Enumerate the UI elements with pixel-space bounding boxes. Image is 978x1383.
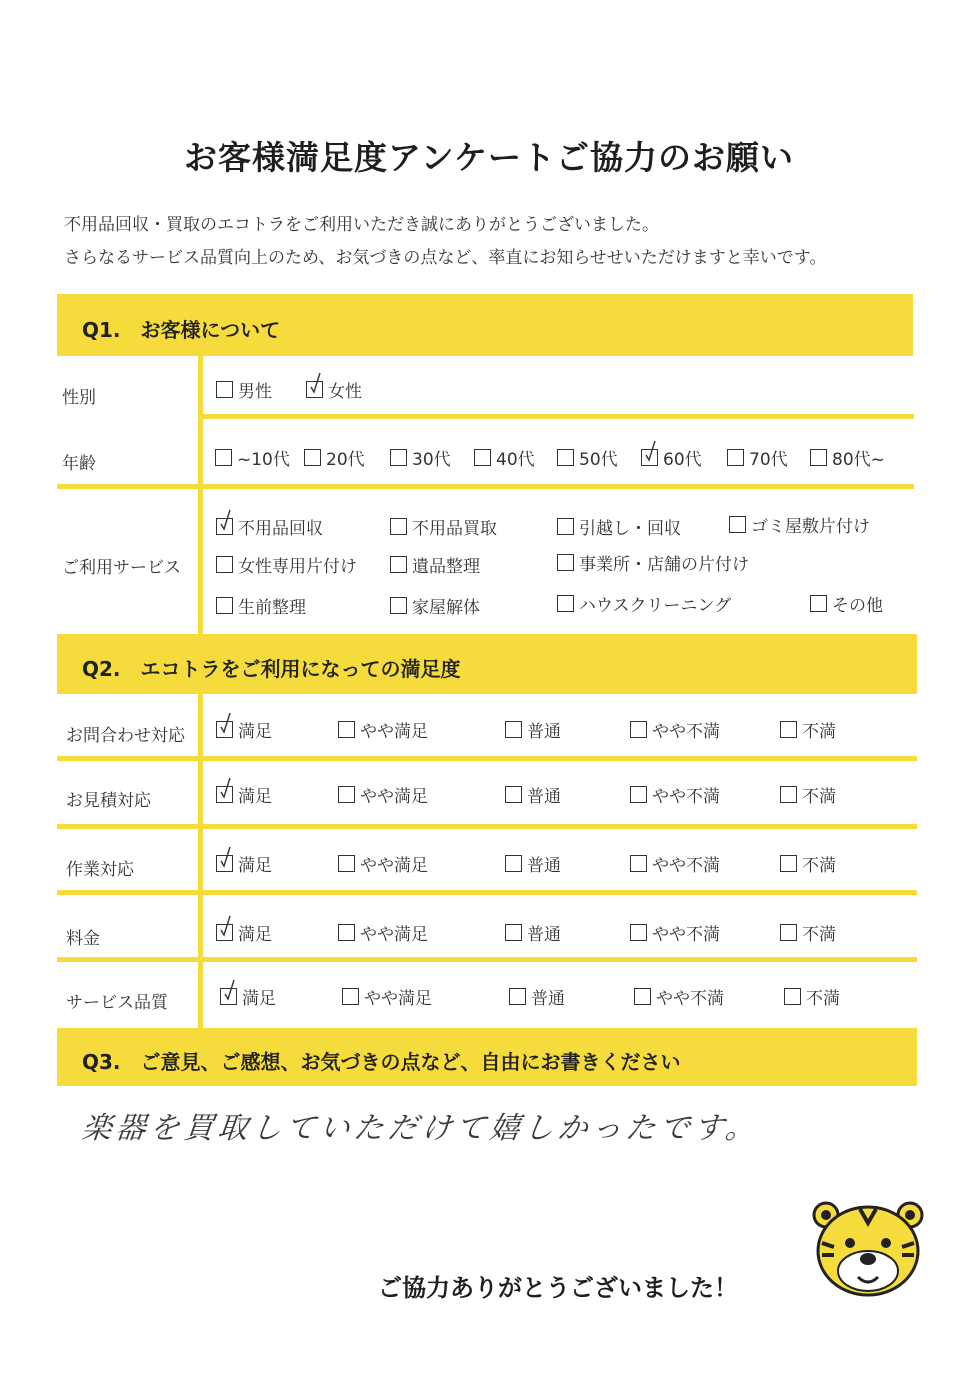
option-label: ハウスクリーニング (579, 596, 732, 616)
service-option[interactable] (729, 512, 870, 537)
checkbox[interactable] (342, 988, 359, 1005)
checkbox[interactable] (216, 556, 233, 573)
page-title: お客様満足度アンケートご協力のお願い (183, 138, 795, 177)
checkbox[interactable] (810, 595, 827, 612)
satisfaction-option[interactable] (634, 984, 724, 1009)
service-option[interactable] (810, 591, 883, 616)
option-label: 80代~ (832, 450, 885, 470)
q2-column-divider (198, 694, 203, 1030)
checked-checkbox[interactable] (216, 786, 233, 803)
option-label: 満足 (242, 989, 276, 1009)
checked-checkbox[interactable] (220, 988, 237, 1005)
checkbox[interactable] (390, 518, 407, 535)
option-label: 20代 (326, 450, 365, 470)
checkbox[interactable] (390, 449, 407, 466)
option-label: 普通 (527, 787, 561, 807)
service-option[interactable] (390, 593, 480, 618)
intro-line-1: 不用品回収・買取のエコトラをご利用いただき誠にありがとうございました。 (64, 215, 659, 235)
gender-option[interactable] (216, 377, 272, 402)
divider (198, 414, 914, 419)
option-label: 40代 (496, 450, 535, 470)
age-option[interactable] (727, 445, 788, 470)
satisfaction-option[interactable] (630, 851, 720, 876)
satisfaction-option[interactable] (220, 984, 276, 1009)
option-label: 満足 (238, 787, 272, 807)
satisfaction-option[interactable] (505, 851, 561, 876)
option-label: やや満足 (364, 989, 432, 1009)
option-label: 不用品回収 (238, 519, 323, 539)
q1-header: Q1. お客様について (82, 318, 281, 342)
checkbox[interactable] (338, 786, 355, 803)
service-option[interactable] (216, 593, 306, 618)
satisfaction-option[interactable] (338, 920, 428, 945)
checked-checkbox[interactable] (216, 855, 233, 872)
divider (57, 890, 917, 895)
checkbox[interactable] (780, 786, 797, 803)
satisfaction-option[interactable] (509, 984, 565, 1009)
q2-header: Q2. エコトラをご利用になっての満足度 (82, 657, 461, 681)
checkmark-icon (220, 712, 231, 734)
option-label: ~10代 (237, 450, 290, 470)
gender-label: 性別 (62, 388, 96, 408)
option-label: やや不満 (656, 989, 724, 1009)
checkmark-icon (220, 509, 231, 531)
footer-thanks: ご協力ありがとうございました！ (378, 1274, 738, 1302)
satisfaction-option[interactable] (505, 782, 561, 807)
checkbox[interactable] (338, 924, 355, 941)
age-label: 年齢 (62, 454, 96, 474)
checkbox[interactable] (780, 721, 797, 738)
satisfaction-option[interactable] (784, 984, 840, 1009)
option-label: 不満 (802, 722, 836, 742)
option-label: 家屋解体 (412, 598, 480, 618)
option-label: 普通 (527, 722, 561, 742)
age-option[interactable] (215, 445, 290, 470)
option-label: 30代 (412, 450, 451, 470)
service-label: ご利用サービス (62, 558, 181, 578)
option-label: 不満 (802, 925, 836, 945)
satisfaction-option[interactable] (630, 920, 720, 945)
service-option[interactable] (216, 552, 357, 577)
checkbox[interactable] (505, 786, 522, 803)
divider (57, 756, 917, 761)
checkbox[interactable] (630, 924, 647, 941)
satisfaction-option[interactable] (505, 920, 561, 945)
satisfaction-option[interactable] (216, 782, 272, 807)
q3-header: Q3. ご意見、ご感想、お気づきの点など、自由にお書きください (82, 1050, 681, 1074)
option-label: 女性 (328, 382, 362, 402)
divider (57, 484, 914, 489)
age-option[interactable] (810, 445, 885, 470)
option-label: やや満足 (360, 722, 428, 742)
checked-checkbox[interactable] (641, 449, 658, 466)
checkbox[interactable] (557, 518, 574, 535)
gender-option[interactable] (306, 377, 362, 402)
checkbox[interactable] (216, 597, 233, 614)
age-option[interactable] (390, 445, 451, 470)
checked-checkbox[interactable] (216, 721, 233, 738)
satisfaction-option[interactable] (342, 984, 432, 1009)
satisfaction-option[interactable] (216, 851, 272, 876)
option-label: やや満足 (360, 925, 428, 945)
satisfaction-option[interactable] (338, 851, 428, 876)
divider (57, 957, 917, 962)
service-option[interactable] (557, 591, 731, 616)
option-label: 不満 (806, 989, 840, 1009)
checkbox[interactable] (630, 721, 647, 738)
tiger-mascot-icon (812, 1195, 924, 1299)
option-label: 引越し・回収 (579, 519, 681, 539)
checkbox[interactable] (727, 449, 744, 466)
option-label: 普通 (527, 925, 561, 945)
option-label: 50代 (579, 450, 618, 470)
checkmark-icon (224, 979, 235, 1001)
checkbox[interactable] (780, 924, 797, 941)
satisfaction-option[interactable] (630, 717, 720, 742)
option-label: 遺品整理 (412, 557, 480, 577)
checkbox[interactable] (505, 721, 522, 738)
q1-column-divider (198, 356, 203, 636)
option-label: やや不満 (652, 856, 720, 876)
satisfaction-row-label: サービス品質 (66, 993, 168, 1013)
checkbox[interactable] (784, 988, 801, 1005)
service-option[interactable] (390, 514, 497, 539)
satisfaction-option[interactable] (505, 717, 561, 742)
satisfaction-option[interactable] (780, 920, 836, 945)
satisfaction-option[interactable] (780, 851, 836, 876)
checkbox[interactable] (505, 855, 522, 872)
checked-checkbox[interactable] (306, 381, 323, 398)
checkmark-icon (645, 440, 656, 462)
checkbox[interactable] (474, 449, 491, 466)
checkbox[interactable] (780, 855, 797, 872)
option-label: 普通 (531, 989, 565, 1009)
checkbox[interactable] (557, 449, 574, 466)
intro-line-2: さらなるサービス品質向上のため、お気づきの点など、率直にお知らせせいただけますと幸いです。 (64, 248, 827, 268)
checkbox[interactable] (390, 597, 407, 614)
checkbox[interactable] (509, 988, 526, 1005)
checkmark-icon (220, 777, 231, 799)
checkbox[interactable] (557, 554, 574, 571)
satisfaction-option[interactable] (630, 782, 720, 807)
option-label: 男性 (238, 382, 272, 402)
checkbox[interactable] (557, 595, 574, 612)
checkmark-icon (310, 372, 321, 394)
satisfaction-row-label: お見積対応 (66, 791, 151, 811)
satisfaction-row-label: 料金 (66, 929, 100, 949)
checkbox[interactable] (304, 449, 321, 466)
checkbox[interactable] (216, 381, 233, 398)
checkbox[interactable] (630, 855, 647, 872)
service-option[interactable] (390, 552, 480, 577)
service-option[interactable] (216, 514, 323, 539)
satisfaction-option[interactable] (338, 717, 428, 742)
age-option[interactable] (557, 445, 618, 470)
option-label: やや満足 (360, 787, 428, 807)
option-label: ゴミ屋敷片付け (751, 517, 870, 537)
option-label: やや不満 (652, 925, 720, 945)
satisfaction-option[interactable] (780, 782, 836, 807)
age-option[interactable] (474, 445, 535, 470)
satisfaction-option[interactable] (216, 920, 272, 945)
option-label: 生前整理 (238, 598, 306, 618)
option-label: 満足 (238, 856, 272, 876)
option-label: その他 (832, 596, 883, 616)
option-label: 普通 (527, 856, 561, 876)
option-label: 満足 (238, 925, 272, 945)
age-option[interactable] (641, 445, 702, 470)
checkbox[interactable] (634, 988, 651, 1005)
option-label: 不満 (802, 787, 836, 807)
service-option[interactable] (557, 550, 749, 575)
checkbox[interactable] (729, 516, 746, 533)
service-option[interactable] (557, 514, 681, 539)
checkbox[interactable] (505, 924, 522, 941)
checked-checkbox[interactable] (216, 518, 233, 535)
checkbox[interactable] (390, 556, 407, 573)
checkbox[interactable] (630, 786, 647, 803)
option-label: 満足 (238, 722, 272, 742)
checkbox[interactable] (338, 721, 355, 738)
checked-checkbox[interactable] (216, 924, 233, 941)
satisfaction-option[interactable] (338, 782, 428, 807)
checkbox[interactable] (338, 855, 355, 872)
checkmark-icon (220, 846, 231, 868)
divider (57, 824, 917, 829)
satisfaction-option[interactable] (216, 717, 272, 742)
option-label: 60代 (663, 450, 702, 470)
checkbox[interactable] (215, 449, 232, 466)
satisfaction-option[interactable] (780, 717, 836, 742)
age-option[interactable] (304, 445, 365, 470)
free-comment-answer: 楽器を買取していただけて嬉しかったです。 (79, 1111, 762, 1146)
option-label: やや満足 (360, 856, 428, 876)
option-label: 不満 (802, 856, 836, 876)
satisfaction-row-label: 作業対応 (66, 860, 134, 880)
option-label: 不用品買取 (412, 519, 497, 539)
option-label: 女性専用片付け (238, 557, 357, 577)
option-label: 事業所・店舗の片付け (579, 555, 749, 575)
option-label: やや不満 (652, 722, 720, 742)
option-label: やや不満 (652, 787, 720, 807)
checkbox[interactable] (810, 449, 827, 466)
satisfaction-row-label: お問合わせ対応 (66, 726, 185, 746)
checkmark-icon (220, 915, 231, 937)
option-label: 70代 (749, 450, 788, 470)
